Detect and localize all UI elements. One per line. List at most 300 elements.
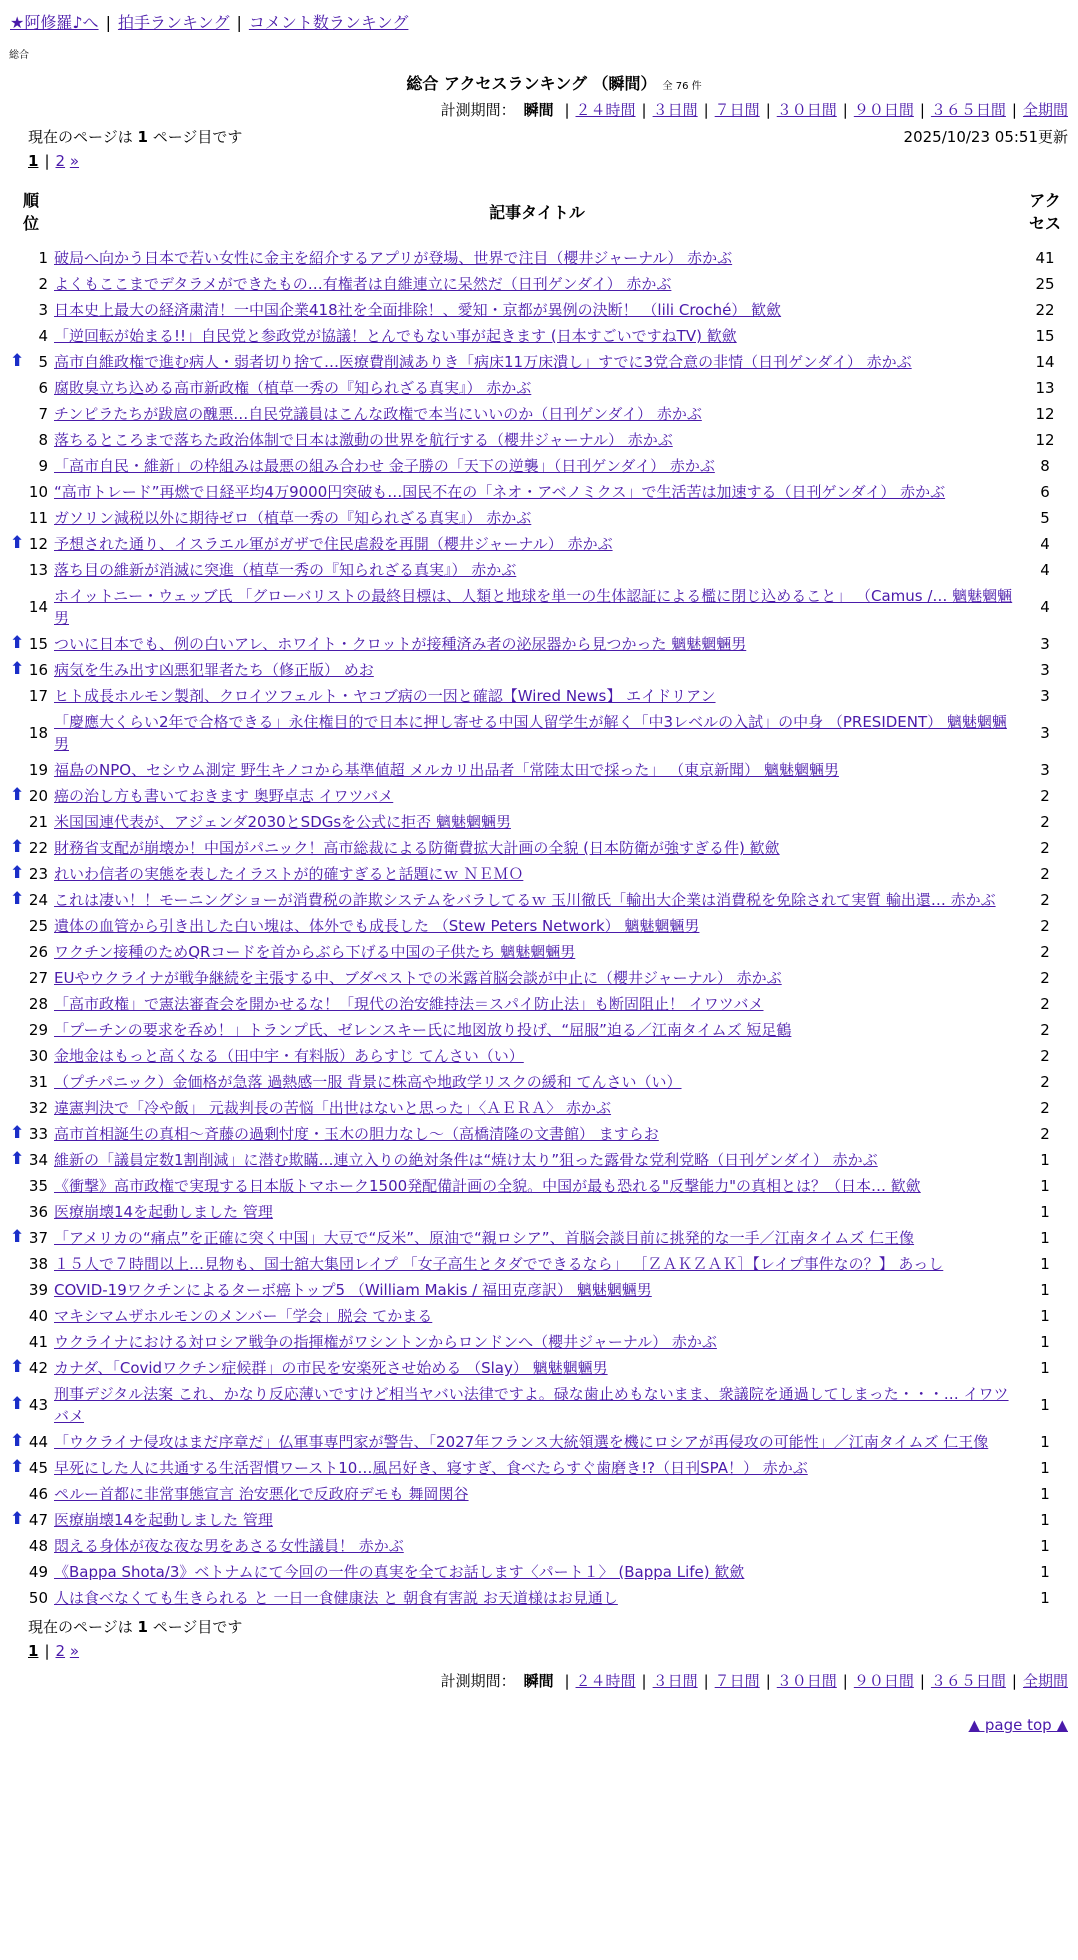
access-count: 25 <box>1035 275 1055 293</box>
article-title-link[interactable]: 腐敗臭立ち込める高市新政権（植草一秀の『知られざる真実』） 赤かぶ <box>54 379 532 397</box>
table-row <box>10 1095 1068 1121</box>
article-title-link[interactable]: 高市首相誕生の真相～斉藤の過剰忖度・玉木の胆力なし～（高橋清隆の文書館） ますらお <box>54 1125 659 1143</box>
rank-cell <box>10 245 52 271</box>
pager-top <box>0 149 1078 173</box>
rank-cell <box>10 657 52 683</box>
table-row <box>10 657 1068 683</box>
rank-number: 5 <box>38 353 48 371</box>
rank-number: 21 <box>28 813 48 831</box>
article-title-link[interactable]: ガソリン減税以外に期待ゼロ（植草一秀の『知られざる真実』） 赤かぶ <box>54 509 532 527</box>
access-count: 2 <box>1040 943 1050 961</box>
period-separator: | <box>765 1672 771 1690</box>
access-count: 4 <box>1040 598 1050 616</box>
access-count: 2 <box>1040 1073 1050 1091</box>
title-cell <box>52 479 1022 505</box>
ranking-table <box>10 179 1068 1611</box>
header-count <box>1022 179 1068 245</box>
title-cell <box>52 1251 1022 1277</box>
rank-number: 46 <box>28 1485 48 1503</box>
rank-cell <box>10 887 52 913</box>
table-row <box>10 401 1068 427</box>
rank-number: 44 <box>28 1433 48 1451</box>
table-row <box>10 1455 1068 1481</box>
table-row <box>10 1121 1068 1147</box>
table-row <box>10 505 1068 531</box>
article-title-link[interactable]: れいわ信者の実態を表したイラストが的確すぎると話題にｗ ＮＥＭＯ <box>54 865 524 883</box>
rank-number: 31 <box>28 1073 48 1091</box>
rank-cell <box>10 1355 52 1381</box>
article-title-link[interactable]: よくもここまでデタラメができたもの…有権者は自維連立に呆然だ（日刊ゲンダイ） 赤かぶ <box>54 275 672 293</box>
up-arrow-icon: ⬆ <box>10 1456 25 1477</box>
period-link[interactable]: ２４時間 <box>575 101 636 119</box>
pager-separator: | <box>44 152 50 170</box>
article-title-link[interactable]: 福島のNPO、セシウム測定 野生キノコから基準値超 メルカリ出品者「常陸太田で採った」 （東京新聞） 魑魅魍魎男 <box>54 761 839 779</box>
period-separator: | <box>1011 1672 1017 1690</box>
table-row <box>10 1043 1068 1069</box>
article-title-link[interactable]: 「逆回転が始まる!!」自民党と参政党が協議！とんでもない事が起きます (日本すごいですねTV) 歓歛 <box>54 327 737 345</box>
article-title-link[interactable]: 米国国連代表が、アジェンダ2030とSDGsを公式に拒否 魑魅魍魎男 <box>54 813 511 831</box>
page-info-bottom <box>0 1615 1078 1639</box>
page-info-number-bottom: 1 <box>137 1618 148 1636</box>
title-cell <box>52 887 1022 913</box>
rank-number: 34 <box>28 1151 48 1169</box>
rank-cell <box>10 631 52 657</box>
pager-page-2[interactable]: 2 <box>55 152 66 170</box>
rank-number: 6 <box>38 379 48 397</box>
rank-cell <box>10 1069 52 1095</box>
article-title-link[interactable]: ワクチン接種のためQRコードを首からぶら下げる中国の子供たち 魑魅魍魎男 <box>54 943 576 961</box>
table-row <box>10 453 1068 479</box>
table-row <box>10 991 1068 1017</box>
period-separator: | <box>703 101 709 119</box>
rank-cell <box>10 479 52 505</box>
access-count: 3 <box>1040 661 1050 679</box>
period-link[interactable]: ３０日間 <box>776 101 837 119</box>
up-arrow-icon: ⬆ <box>10 888 25 909</box>
rank-number: 47 <box>28 1511 48 1529</box>
title-cell <box>52 427 1022 453</box>
rank-number: 27 <box>28 969 48 987</box>
title-cell <box>52 1069 1022 1095</box>
access-count: 1 <box>1040 1307 1050 1325</box>
title-cell <box>52 1095 1022 1121</box>
article-title-link[interactable]: EUやウクライナが戦争継続を主張する中、ブダペストでの米露首脳会談が中止に（櫻井ジャーナル） 赤かぶ <box>54 969 782 987</box>
rank-cell <box>10 1455 52 1481</box>
rank-number: 19 <box>28 761 48 779</box>
period-link[interactable]: ７日間 <box>714 101 760 119</box>
rank-number: 28 <box>28 995 48 1013</box>
rank-number: 35 <box>28 1177 48 1195</box>
rank-number: 45 <box>28 1459 48 1477</box>
rank-number: 38 <box>28 1255 48 1273</box>
page-info-prefix-bottom: 現在のページは <box>28 1618 133 1636</box>
article-title-link[interactable]: 癌の治し方も書いておきます 奥野卓志 イワツバメ <box>54 787 394 805</box>
table-row <box>10 245 1068 271</box>
period-link[interactable]: ２４時間 <box>575 1672 636 1690</box>
access-count: 1 <box>1040 1459 1050 1477</box>
title-cell <box>52 809 1022 835</box>
title-cell <box>52 835 1022 861</box>
article-title-link[interactable]: 《衝撃》高市政権で実現する日本版トマホーク1500発配備計画の全貌。中国が最も恐れる"反撃能力"の真相とは？（日本… 歓歛 <box>54 1177 921 1195</box>
title-cell <box>52 583 1022 631</box>
article-title-link[interactable]: 「高市政権」で憲法審査会を開かせるな！「現代の治安維持法＝スパイ防止法」も断固阻止！ イワツバメ <box>54 995 764 1013</box>
access-count: 2 <box>1040 1021 1050 1039</box>
period-selector-top <box>0 98 1078 122</box>
up-arrow-icon: ⬆ <box>10 1148 25 1169</box>
access-count: 1 <box>1040 1433 1050 1451</box>
comment-ranking-link[interactable]: コメント数ランキング <box>248 13 409 32</box>
article-title-link[interactable]: （プチパニック）金価格が急落 過熱感一服 背景に株高や地政学リスクの緩和 てんさい（い） <box>54 1073 682 1091</box>
table-row <box>10 1533 1068 1559</box>
article-title-link[interactable]: 落ち目の維新が消滅に突進（植草一秀の『知られざる真実』） 赤かぶ <box>54 561 517 579</box>
table-row <box>10 861 1068 887</box>
title-cell <box>52 783 1022 809</box>
access-count: 1 <box>1040 1229 1050 1247</box>
access-count: 3 <box>1040 724 1050 742</box>
period-separator: | <box>703 1672 709 1690</box>
pager-next-arrow[interactable]: » <box>69 152 80 170</box>
access-count: 1 <box>1040 1396 1050 1414</box>
table-row <box>10 965 1068 991</box>
access-count: 4 <box>1040 535 1050 553</box>
table-row <box>10 1251 1068 1277</box>
rank-number: 49 <box>28 1563 48 1581</box>
rank-number: 23 <box>28 865 48 883</box>
access-count: 14 <box>1035 353 1055 371</box>
access-count: 2 <box>1040 1125 1050 1143</box>
article-title-link[interactable]: 「ウクライナ侵攻はまだ序章だ」仏軍事専門家が警告、「2027年フランス大統領選を機にロシアが再侵攻の可能性」／江南タイムズ 仁王像 <box>54 1433 989 1451</box>
period-link[interactable]: 全期間 <box>1022 1672 1068 1690</box>
access-count: 1 <box>1040 1177 1050 1195</box>
article-title-link[interactable]: 「高市自民・維新」の枠組みは最悪の組み合わせ 金子勝の「天下の逆襲」（日刊ゲンダイ） 赤かぶ <box>54 457 715 475</box>
header-rank <box>10 179 52 245</box>
article-title-link[interactable]: 「プーチンの要求を呑め！」トランプ氏、ゼレンスキー氏に地図放り投げ、“屈服”迫る／江南タイムズ 短足鶴 <box>54 1021 792 1039</box>
period-link[interactable]: ３６５日間 <box>930 101 1006 119</box>
article-title-link[interactable]: チンピラたちが跋扈の醜悪…自民党議員はこんな政権で本当にいいのか（日刊ゲンダイ） 赤かぶ <box>54 405 702 423</box>
up-arrow-icon: ⬆ <box>10 1356 25 1377</box>
title-cell <box>52 991 1022 1017</box>
table-row <box>10 631 1068 657</box>
total-count: 全 76 件 <box>662 81 702 92</box>
article-title-link[interactable]: COVID-19ワクチンによるターボ癌トップ5 （William Makis / 福田克彦訳） 魑魅魍魎男 <box>54 1281 652 1299</box>
table-row <box>10 1017 1068 1043</box>
period-label: 計測期間： <box>440 101 516 119</box>
rank-cell <box>10 1095 52 1121</box>
updated-timestamp: 2025/10/23 05:51更新 <box>903 128 1068 146</box>
title-cell <box>52 939 1022 965</box>
rank-number: 25 <box>28 917 48 935</box>
rank-number: 11 <box>28 509 48 527</box>
period-link[interactable]: ３日間 <box>652 1672 698 1690</box>
period-link[interactable]: ９０日間 <box>853 101 914 119</box>
article-title-link[interactable]: 刑事デジタル法案 これ、かなり反応薄いですけど相当ヤバい法律ですよ。碌な歯止めもないまま、衆議院を通過してしまった・・・… イワツバメ <box>54 1385 1009 1425</box>
top-nav <box>0 11 1078 35</box>
page-info-line <box>0 125 1078 149</box>
clap-ranking-link[interactable]: 拍手ランキング <box>117 13 230 32</box>
home-link[interactable]: ★阿修羅♪へ <box>10 13 99 32</box>
rank-number: 8 <box>38 431 48 449</box>
rank-number: 1 <box>38 249 48 267</box>
article-title-link[interactable]: カナダ、「Covidワクチン症候群」の市民を安楽死させ始める （Slay） 魑魅魍魎男 <box>54 1359 608 1377</box>
article-title-link[interactable]: 「慶應大くらい2年で合格できる」永住権目的で日本に押し寄せる中国人留学生が解く「中3レベルの入試」の中身 （PRESIDENT） 魑魅魍魎男 <box>54 713 1007 753</box>
rank-number: 30 <box>28 1047 48 1065</box>
article-title-link[interactable]: 落ちるところまで落ちた政治体制で日本は激動の世界を航行する（櫻井ジャーナル） 赤かぶ <box>54 431 673 449</box>
page-top-area <box>0 1713 1078 1737</box>
table-row <box>10 271 1068 297</box>
access-count: 2 <box>1040 917 1050 935</box>
article-title-link[interactable]: 早死にした人に共通する生活習慣ワースト10…風呂好き、寝すぎ、食べたらすぐ歯磨き!?（日刊SPA！） 赤かぶ <box>54 1459 808 1477</box>
page-info-suffix-bottom: ページ目です <box>152 1618 243 1636</box>
table-row <box>10 683 1068 709</box>
title-cell <box>52 1277 1022 1303</box>
up-arrow-icon: ⬆ <box>10 836 25 857</box>
rank-cell <box>10 809 52 835</box>
period-separator: | <box>564 101 570 119</box>
access-count: 2 <box>1040 865 1050 883</box>
rank-cell <box>10 1507 52 1533</box>
article-title-link[interactable]: ペルー首都に非常事態宣言 治安悪化で反政府デモも 舞岡関谷 <box>54 1485 469 1503</box>
rank-cell <box>10 427 52 453</box>
title-cell <box>52 1043 1022 1069</box>
table-row <box>10 375 1068 401</box>
rank-cell <box>10 757 52 783</box>
article-title-link[interactable]: 金地金はもっと高くなる（田中宇・有料版）あらすじ てんさい（い） <box>54 1047 524 1065</box>
pager-separator: | <box>44 1642 50 1660</box>
article-title-link[interactable]: １５人で７時間以上…見物も、国士舘大集団レイプ 「女子高生とタダでできるなら」 ［ＺＡＫＺＡＫ］【レイプ事件なの？】 あっし <box>54 1255 944 1273</box>
up-arrow-icon: ⬆ <box>10 784 25 805</box>
rank-cell <box>10 965 52 991</box>
rank-number: 2 <box>38 275 48 293</box>
title-cell <box>52 1121 1022 1147</box>
category-tag: 総合 <box>9 50 29 61</box>
pager-current-bottom: 1 <box>28 1642 39 1660</box>
access-count: 2 <box>1040 995 1050 1013</box>
access-count: 41 <box>1035 249 1055 267</box>
rank-number: 15 <box>28 635 48 653</box>
rank-cell <box>10 1173 52 1199</box>
title-cell <box>52 1173 1022 1199</box>
up-arrow-icon: ⬆ <box>10 1393 25 1414</box>
rank-cell <box>10 349 52 375</box>
rank-number: 16 <box>28 661 48 679</box>
article-title-link[interactable]: 遺体の血管から引き出した白い塊は、体外でも成長した （Stew Peters Network） 魑魅魍魎男 <box>54 917 700 935</box>
article-title-link[interactable]: マキシマムザホルモンのメンバー「学会」脱会 てかまる <box>54 1307 433 1325</box>
pager-page-2-bottom[interactable]: 2 <box>55 1642 66 1660</box>
period-separator: | <box>641 1672 647 1690</box>
table-row <box>10 1147 1068 1173</box>
up-arrow-icon: ⬆ <box>10 532 25 553</box>
rank-number: 40 <box>28 1307 48 1325</box>
pager-next-arrow-bottom[interactable]: » <box>69 1642 80 1660</box>
access-count: 4 <box>1040 561 1050 579</box>
rank-cell <box>10 1225 52 1251</box>
article-title-link[interactable]: ついに日本でも、例の白いアレ、ホワイト・クロットが接種済み者の泌尿器から見つかった 魑魅魍魎男 <box>54 635 747 653</box>
period-separator: | <box>842 101 848 119</box>
article-title-link[interactable]: 財務省支配が崩壊か！中国がパニック！高市総裁による防衛費拡大計画の全貌 (日本防衛が強すぎる件) 歓歛 <box>54 839 780 857</box>
table-row <box>10 1355 1068 1381</box>
title-cell <box>52 965 1022 991</box>
article-title-link[interactable]: 違憲判決で「冷や飯」 元裁判長の苦悩「出世はないと思った」〈ＡＥＲＡ〉 赤かぶ <box>54 1099 612 1117</box>
period-link[interactable]: ３日間 <box>652 101 698 119</box>
page-info <box>28 125 242 149</box>
access-count: 2 <box>1040 813 1050 831</box>
up-arrow-icon: ⬆ <box>10 1226 25 1247</box>
title-cell <box>52 557 1022 583</box>
period-separator: | <box>564 1672 570 1690</box>
rank-number: 33 <box>28 1125 48 1143</box>
rank-number: 18 <box>28 724 48 742</box>
table-row <box>10 349 1068 375</box>
period-link[interactable]: ７日間 <box>714 1672 760 1690</box>
title-cell <box>52 657 1022 683</box>
rank-cell <box>10 1329 52 1355</box>
access-count: 2 <box>1040 969 1050 987</box>
title-cell <box>52 1507 1022 1533</box>
article-title-link[interactable]: 《Bappa Shota/3》ベトナムにて今回の一件の真実を全てお話します〈パート１〉 (Bappa Life) 歓歛 <box>54 1563 745 1581</box>
article-title-link[interactable]: ホイットニー・ウェッブ氏 「グローバリストの最終目標は、人類と地球を単一の生体認証による檻に閉じ込めること」 （Camus /… 魑魅魍魎男 <box>54 587 1013 627</box>
article-title-link[interactable]: “高市トレード”再燃で日経平均4万9000円突破も…国民不在の「ネオ・アベノミクス」で生活苦は加速する（日刊ゲンダイ） 赤かぶ <box>54 483 946 501</box>
rank-number: 13 <box>28 561 48 579</box>
rank-cell <box>10 683 52 709</box>
article-title-link[interactable]: 人は食べなくても生きられる と 一日一食健康法 と 朝食有害説 お天道様はお見通し <box>54 1589 618 1607</box>
period-link[interactable]: ３０日間 <box>776 1672 837 1690</box>
rank-cell <box>10 1251 52 1277</box>
rank-cell <box>10 1559 52 1585</box>
table-row <box>10 297 1068 323</box>
access-count: 8 <box>1040 457 1050 475</box>
rank-cell <box>10 1277 52 1303</box>
article-title-link[interactable]: 「アメリカの“痛点”を正確に突く中国」大豆で“反米”、原油で“親ロシア”、首脳会談目前に挑発的な一手／江南タイムズ 仁王像 <box>54 1229 915 1247</box>
ranking-title: 総合 アクセスランキング （瞬間） <box>406 74 657 93</box>
access-count: 12 <box>1035 431 1055 449</box>
article-title-link[interactable]: 悶える身体が夜な夜な男をあさる女性議員！ 赤かぶ <box>54 1537 404 1555</box>
rank-number: 14 <box>28 598 48 616</box>
access-count: 3 <box>1040 761 1050 779</box>
period-link[interactable]: ３６５日間 <box>930 1672 1006 1690</box>
period-link[interactable]: ９０日間 <box>853 1672 914 1690</box>
article-title-link[interactable]: ヒト成長ホルモン製剤、クロイツフェルト・ヤコブ病の一因と確認【Wired News】 エイドリアン <box>54 687 716 705</box>
access-count: 12 <box>1035 405 1055 423</box>
article-title-link[interactable]: これは凄い！！モーニングショーが消費税の詐欺システムをバラしてるｗ 玉川徹氏「輸出大企業は消費税を免除されて実質 輸出還… 赤かぶ <box>54 891 996 909</box>
article-title-link[interactable]: ウクライナにおける対ロシア戦争の指揮権がワシントンからロンドンへ（櫻井ジャーナル） 赤かぶ <box>54 1333 717 1351</box>
article-title-link[interactable]: 予想された通り、イスラエル軍がガザで住民虐殺を再開（櫻井ジャーナル） 赤かぶ <box>54 535 613 553</box>
table-row <box>10 887 1068 913</box>
title-cell <box>52 531 1022 557</box>
pager-current: 1 <box>28 152 39 170</box>
access-count: 5 <box>1040 509 1050 527</box>
title-cell <box>52 1533 1022 1559</box>
article-title-link[interactable]: 破局へ向かう日本で若い女性に金主を紹介するアプリが登場、世界で注目（櫻井ジャーナル） 赤かぶ <box>54 249 733 267</box>
table-row <box>10 323 1068 349</box>
period-separator: | <box>919 1672 925 1690</box>
title-cell <box>52 349 1022 375</box>
rank-cell <box>10 271 52 297</box>
access-count: 3 <box>1040 635 1050 653</box>
access-count: 22 <box>1035 301 1055 319</box>
title-cell <box>52 1559 1022 1585</box>
title-cell <box>52 245 1022 271</box>
table-row <box>10 1481 1068 1507</box>
period-link[interactable]: 全期間 <box>1022 101 1068 119</box>
header-rank-text: 順 位 <box>22 191 39 233</box>
period-separator: | <box>842 1672 848 1690</box>
rank-number: 37 <box>28 1229 48 1247</box>
rank-cell <box>10 1121 52 1147</box>
article-title-link[interactable]: 医療崩壊14を起動しました 管理 <box>54 1511 273 1529</box>
period-separator: | <box>1011 101 1017 119</box>
access-count: 1 <box>1040 1589 1050 1607</box>
rank-cell <box>10 835 52 861</box>
period-links-bottom <box>558 1672 1068 1690</box>
article-title-link[interactable]: 日本史上最大の経済粛清！一中国企業418社を全面排除！、愛知・京都が異例の決断！ （lili Croché） 歓歛 <box>54 301 782 319</box>
title-cell <box>52 1147 1022 1173</box>
table-row <box>10 583 1068 631</box>
page-info-number: 1 <box>137 128 148 146</box>
article-title-link[interactable]: 病気を生み出す凶悪犯罪者たち（修正版） めお <box>54 661 374 679</box>
article-title-link[interactable]: 高市自維政権で進む病人・弱者切り捨て…医療費削減ありき「病床11万床潰し」すでに3党合意の非情（日刊ゲンダイ） 赤かぶ <box>54 353 912 371</box>
table-row <box>10 531 1068 557</box>
access-count: 1 <box>1040 1255 1050 1273</box>
rank-number: 7 <box>38 405 48 423</box>
rank-number: 43 <box>28 1396 48 1414</box>
rank-cell <box>10 709 52 757</box>
rank-cell <box>10 1429 52 1455</box>
rank-cell <box>10 297 52 323</box>
title-cell <box>52 1381 1022 1429</box>
up-arrow-icon: ⬆ <box>10 1122 25 1143</box>
rank-cell <box>10 505 52 531</box>
table-row <box>10 1429 1068 1455</box>
title-cell <box>52 709 1022 757</box>
up-arrow-icon: ⬆ <box>10 1430 25 1451</box>
access-count: 2 <box>1040 1047 1050 1065</box>
rank-number: 17 <box>28 687 48 705</box>
article-title-link[interactable]: 維新の「議員定数1割削減」に潜む欺瞞…連立入りの絶対条件は“焼け太り”狙った露骨な党利党略（日刊ゲンダイ） 赤かぶ <box>54 1151 878 1169</box>
access-count: 13 <box>1035 379 1055 397</box>
rank-cell <box>10 913 52 939</box>
rank-cell <box>10 1303 52 1329</box>
rank-cell <box>10 1199 52 1225</box>
title-cell <box>52 631 1022 657</box>
page-info-prefix: 現在のページは <box>28 128 133 146</box>
article-title-link[interactable]: 医療崩壊14を起動しました 管理 <box>54 1203 273 1221</box>
rank-cell <box>10 1147 52 1173</box>
rank-number: 48 <box>28 1537 48 1555</box>
table-row <box>10 557 1068 583</box>
title-cell <box>52 1481 1022 1507</box>
period-separator: | <box>641 101 647 119</box>
period-separator: | <box>919 101 925 119</box>
table-row <box>10 1173 1068 1199</box>
rank-number: 4 <box>38 327 48 345</box>
title-cell <box>52 861 1022 887</box>
title-cell <box>52 683 1022 709</box>
table-row <box>10 427 1068 453</box>
table-row <box>10 1329 1068 1355</box>
table-row <box>10 479 1068 505</box>
title-cell <box>52 401 1022 427</box>
header-title: 記事タイトル <box>489 202 585 222</box>
table-row <box>10 1277 1068 1303</box>
page-top-link[interactable]: ▲ page top ▲ <box>968 1716 1068 1734</box>
table-header-row <box>10 179 1068 245</box>
access-count: 2 <box>1040 787 1050 805</box>
table-row <box>10 809 1068 835</box>
period-links <box>558 101 1068 119</box>
title-cell <box>52 1585 1022 1611</box>
rank-cell <box>10 783 52 809</box>
rank-number: 26 <box>28 943 48 961</box>
